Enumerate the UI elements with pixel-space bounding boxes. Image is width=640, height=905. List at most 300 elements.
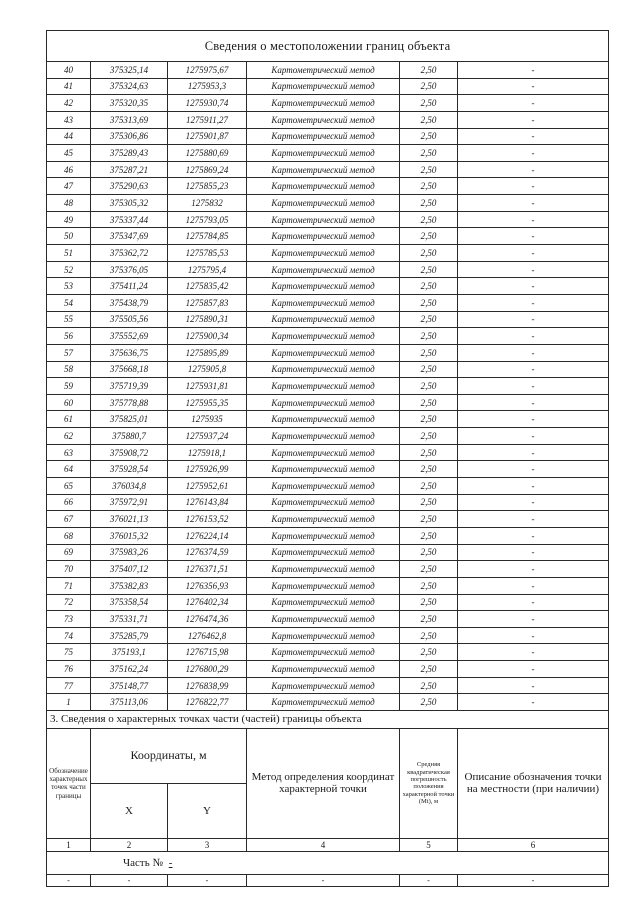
method-cell: Картометрический метод: [247, 428, 400, 445]
point-number: 43: [47, 111, 91, 128]
accuracy-cell: 2,50: [400, 677, 458, 694]
point-row: [47, 561, 609, 578]
point-row: [47, 344, 609, 361]
description-cell: -: [458, 195, 609, 212]
coord-y: 1276838,99: [168, 677, 247, 694]
point-row: [47, 411, 609, 428]
coord-y: 1276374,59: [168, 544, 247, 561]
coord-x: 375505,56: [91, 311, 168, 328]
point-number: 50: [47, 228, 91, 245]
method-cell: Картометрический метод: [247, 478, 400, 495]
coord-y: 1275911,27: [168, 111, 247, 128]
point-row: [47, 278, 609, 295]
description-cell: -: [458, 527, 609, 544]
empty-data-row: [47, 874, 609, 886]
description-cell: -: [458, 145, 609, 162]
method-cell: Картометрический метод: [247, 378, 400, 395]
point-number: 59: [47, 378, 91, 395]
accuracy-cell: 2,50: [400, 344, 458, 361]
point-number: 54: [47, 294, 91, 311]
coord-y: 1275926,99: [168, 461, 247, 478]
description-cell: -: [458, 677, 609, 694]
coord-x: 375285,79: [91, 627, 168, 644]
point-row: [47, 161, 609, 178]
coord-x: 375928,54: [91, 461, 168, 478]
column-number: 6: [458, 838, 609, 851]
description-cell: -: [458, 128, 609, 145]
coord-x: 375337,44: [91, 211, 168, 228]
method-cell: Картометрический метод: [247, 294, 400, 311]
section-title-row: [47, 31, 609, 62]
point-number: 55: [47, 311, 91, 328]
header-description: Описание обозначения точки на местности (при наличии): [458, 728, 609, 838]
accuracy-cell: 2,50: [400, 211, 458, 228]
accuracy-cell: 2,50: [400, 644, 458, 661]
accuracy-cell: 2,50: [400, 128, 458, 145]
method-cell: Картометрический метод: [247, 328, 400, 345]
description-cell: -: [458, 111, 609, 128]
coord-y: 1276462,8: [168, 627, 247, 644]
point-row: [47, 644, 609, 661]
accuracy-cell: 2,50: [400, 161, 458, 178]
method-cell: Картометрический метод: [247, 611, 400, 628]
part-number-cell: [47, 851, 609, 874]
point-number: 77: [47, 677, 91, 694]
coord-x: 375668,18: [91, 361, 168, 378]
description-cell: -: [458, 178, 609, 195]
point-row: [47, 311, 609, 328]
coord-x: 376021,13: [91, 511, 168, 528]
description-cell: -: [458, 328, 609, 345]
coord-y: 1276800,29: [168, 661, 247, 678]
coord-y: 1276356,93: [168, 577, 247, 594]
description-cell: -: [458, 378, 609, 395]
header-y: Y: [168, 783, 247, 838]
point-number: 70: [47, 561, 91, 578]
point-number: 67: [47, 511, 91, 528]
coord-y: 1276153,52: [168, 511, 247, 528]
header-x: X: [91, 783, 168, 838]
accuracy-cell: 2,50: [400, 594, 458, 611]
point-row: [47, 361, 609, 378]
method-cell: Картометрический метод: [247, 195, 400, 212]
coord-y: 1275880,69: [168, 145, 247, 162]
method-cell: Картометрический метод: [247, 661, 400, 678]
coord-x: 375908,72: [91, 444, 168, 461]
method-cell: Картометрический метод: [247, 494, 400, 511]
coord-x: 375324,63: [91, 78, 168, 95]
point-row: [47, 627, 609, 644]
method-cell: Картометрический метод: [247, 644, 400, 661]
point-number: 1: [47, 694, 91, 711]
point-number: 49: [47, 211, 91, 228]
coord-y: 1275857,83: [168, 294, 247, 311]
point-number: 47: [47, 178, 91, 195]
method-cell: Картометрический метод: [247, 344, 400, 361]
coord-x: 375287,21: [91, 161, 168, 178]
point-number: 51: [47, 245, 91, 262]
point-number: 57: [47, 344, 91, 361]
point-row: [47, 478, 609, 495]
point-number: 73: [47, 611, 91, 628]
accuracy-cell: 2,50: [400, 527, 458, 544]
method-cell: Картометрический метод: [247, 228, 400, 245]
section3-title-row: [47, 711, 609, 729]
accuracy-cell: 2,50: [400, 195, 458, 212]
method-cell: Картометрический метод: [247, 245, 400, 262]
point-row: [47, 544, 609, 561]
point-number: 66: [47, 494, 91, 511]
accuracy-cell: 2,50: [400, 328, 458, 345]
description-cell: -: [458, 311, 609, 328]
method-cell: Картометрический метод: [247, 444, 400, 461]
point-row: [47, 128, 609, 145]
method-cell: Картометрический метод: [247, 145, 400, 162]
point-row: [47, 111, 609, 128]
header-method: Метод определения координат характерной точки: [247, 728, 400, 838]
point-row: [47, 611, 609, 628]
accuracy-cell: 2,50: [400, 444, 458, 461]
accuracy-cell: 2,50: [400, 411, 458, 428]
description-cell: -: [458, 661, 609, 678]
accuracy-cell: 2,50: [400, 228, 458, 245]
description-cell: -: [458, 294, 609, 311]
point-row: [47, 245, 609, 262]
description-cell: -: [458, 544, 609, 561]
point-row: [47, 95, 609, 112]
point-number: 63: [47, 444, 91, 461]
coord-y: 1276715,98: [168, 644, 247, 661]
method-cell: Картометрический метод: [247, 178, 400, 195]
coord-y: 1276371,51: [168, 561, 247, 578]
coord-x: 375290,63: [91, 178, 168, 195]
coord-x: 375983,26: [91, 544, 168, 561]
description-cell: -: [458, 228, 609, 245]
coord-x: 375305,32: [91, 195, 168, 212]
point-number: 44: [47, 128, 91, 145]
description-cell: -: [458, 245, 609, 262]
header-coordinates: Координаты, м: [91, 728, 247, 783]
coord-y: 1275784,85: [168, 228, 247, 245]
coord-y: 1275835,42: [168, 278, 247, 295]
coord-y: 1275900,34: [168, 328, 247, 345]
accuracy-cell: 2,50: [400, 494, 458, 511]
boundary-points-table: [46, 30, 609, 711]
point-number: 48: [47, 195, 91, 212]
accuracy-cell: 2,50: [400, 111, 458, 128]
description-cell: -: [458, 78, 609, 95]
coord-x: 375719,39: [91, 378, 168, 395]
column-number: 5: [400, 838, 458, 851]
coord-x: 375382,83: [91, 577, 168, 594]
coord-y: 1275935: [168, 411, 247, 428]
coord-y: 1275975,67: [168, 62, 247, 79]
part-number-label: Часть №: [123, 856, 163, 869]
point-row: [47, 211, 609, 228]
point-number: 62: [47, 428, 91, 445]
description-cell: -: [458, 478, 609, 495]
point-number: 69: [47, 544, 91, 561]
accuracy-cell: 2,50: [400, 145, 458, 162]
coord-x: 375880,7: [91, 428, 168, 445]
method-cell: Картометрический метод: [247, 594, 400, 611]
description-cell: -: [458, 211, 609, 228]
column-number: 4: [247, 838, 400, 851]
coord-x: 375331,71: [91, 611, 168, 628]
coord-x: 375306,86: [91, 128, 168, 145]
coord-x: 375313,69: [91, 111, 168, 128]
section-title: Сведения о местоположении границ объекта: [47, 31, 609, 62]
description-cell: -: [458, 428, 609, 445]
method-cell: Картометрический метод: [247, 361, 400, 378]
method-cell: Картометрический метод: [247, 311, 400, 328]
description-cell: -: [458, 461, 609, 478]
coord-y: 1275855,23: [168, 178, 247, 195]
point-row: [47, 428, 609, 445]
accuracy-cell: 2,50: [400, 478, 458, 495]
point-number: 68: [47, 527, 91, 544]
coord-y: 1275952,61: [168, 478, 247, 495]
accuracy-cell: 2,50: [400, 694, 458, 711]
description-cell: -: [458, 444, 609, 461]
accuracy-cell: 2,50: [400, 627, 458, 644]
coord-y: 1275901,87: [168, 128, 247, 145]
method-cell: Картометрический метод: [247, 161, 400, 178]
empty-cell: -: [47, 874, 91, 886]
method-cell: Картометрический метод: [247, 461, 400, 478]
point-number: 45: [47, 145, 91, 162]
coord-y: 1275890,31: [168, 311, 247, 328]
point-row: [47, 328, 609, 345]
coord-y: 1275930,74: [168, 95, 247, 112]
coord-x: 376034,8: [91, 478, 168, 495]
accuracy-cell: 2,50: [400, 611, 458, 628]
method-cell: Картометрический метод: [247, 78, 400, 95]
description-cell: -: [458, 494, 609, 511]
description-cell: -: [458, 411, 609, 428]
method-cell: Картометрический метод: [247, 128, 400, 145]
description-cell: -: [458, 62, 609, 79]
coord-y: 1275918,1: [168, 444, 247, 461]
accuracy-cell: 2,50: [400, 278, 458, 295]
part-points-table: [46, 711, 609, 887]
column-number: 3: [168, 838, 247, 851]
method-cell: Картометрический метод: [247, 694, 400, 711]
coord-y: 1276474,36: [168, 611, 247, 628]
column-numbers-row: [47, 838, 609, 851]
point-row: [47, 261, 609, 278]
point-row: [47, 594, 609, 611]
coord-y: 1275785,53: [168, 245, 247, 262]
part-number-value: -: [168, 856, 173, 869]
coord-x: 375358,54: [91, 594, 168, 611]
method-cell: Картометрический метод: [247, 677, 400, 694]
coord-x: 375362,72: [91, 245, 168, 262]
point-number: 41: [47, 78, 91, 95]
point-number: 42: [47, 95, 91, 112]
empty-cell: -: [91, 874, 168, 886]
coord-x: 375778,88: [91, 394, 168, 411]
point-row: [47, 444, 609, 461]
empty-cell: -: [247, 874, 400, 886]
description-cell: -: [458, 594, 609, 611]
coord-y: 1275895,89: [168, 344, 247, 361]
point-number: 52: [47, 261, 91, 278]
coord-x: 375552,69: [91, 328, 168, 345]
accuracy-cell: 2,50: [400, 461, 458, 478]
description-cell: -: [458, 561, 609, 578]
coord-x: 375325,14: [91, 62, 168, 79]
accuracy-cell: 2,50: [400, 178, 458, 195]
point-number: 58: [47, 361, 91, 378]
point-number: 65: [47, 478, 91, 495]
point-number: 40: [47, 62, 91, 79]
accuracy-cell: 2,50: [400, 62, 458, 79]
coord-x: 375972,91: [91, 494, 168, 511]
method-cell: Картометрический метод: [247, 411, 400, 428]
accuracy-cell: 2,50: [400, 261, 458, 278]
point-row: [47, 78, 609, 95]
point-row: [47, 511, 609, 528]
empty-cell: -: [400, 874, 458, 886]
coord-x: 375825,01: [91, 411, 168, 428]
point-row: [47, 394, 609, 411]
point-row: [47, 461, 609, 478]
method-cell: Картометрический метод: [247, 62, 400, 79]
method-cell: Картометрический метод: [247, 561, 400, 578]
description-cell: -: [458, 161, 609, 178]
method-cell: Картометрический метод: [247, 111, 400, 128]
description-cell: -: [458, 511, 609, 528]
coord-y: 1275869,24: [168, 161, 247, 178]
point-row: [47, 661, 609, 678]
point-number: 64: [47, 461, 91, 478]
point-row: [47, 228, 609, 245]
point-number: 74: [47, 627, 91, 644]
point-row: [47, 178, 609, 195]
point-number: 60: [47, 394, 91, 411]
method-cell: Картометрический метод: [247, 261, 400, 278]
method-cell: Картометрический метод: [247, 544, 400, 561]
coord-x: 375289,43: [91, 145, 168, 162]
accuracy-cell: 2,50: [400, 294, 458, 311]
point-number: 76: [47, 661, 91, 678]
point-number: 71: [47, 577, 91, 594]
header-point-label: Обозначение характерных точек части границы: [47, 728, 91, 838]
accuracy-cell: 2,50: [400, 78, 458, 95]
accuracy-cell: 2,50: [400, 577, 458, 594]
point-row: [47, 577, 609, 594]
column-number: 1: [47, 838, 91, 851]
method-cell: Картометрический метод: [247, 527, 400, 544]
accuracy-cell: 2,50: [400, 245, 458, 262]
coord-x: 375411,24: [91, 278, 168, 295]
coord-y: 1276822,77: [168, 694, 247, 711]
accuracy-cell: 2,50: [400, 511, 458, 528]
coord-x: 375320,35: [91, 95, 168, 112]
coord-y: 1275905,8: [168, 361, 247, 378]
point-row: [47, 294, 609, 311]
description-cell: -: [458, 278, 609, 295]
coord-y: 1275832: [168, 195, 247, 212]
method-cell: Картометрический метод: [247, 394, 400, 411]
empty-cell: -: [458, 874, 609, 886]
point-row: [47, 677, 609, 694]
point-row: [47, 378, 609, 395]
coord-y: 1275937,24: [168, 428, 247, 445]
point-row: [47, 62, 609, 79]
method-cell: Картометрический метод: [247, 211, 400, 228]
method-cell: Картометрический метод: [247, 627, 400, 644]
point-row: [47, 527, 609, 544]
point-number: 53: [47, 278, 91, 295]
coord-x: 375407,12: [91, 561, 168, 578]
description-cell: -: [458, 361, 609, 378]
method-cell: Картометрический метод: [247, 95, 400, 112]
accuracy-cell: 2,50: [400, 311, 458, 328]
point-number: 72: [47, 594, 91, 611]
point-number: 75: [47, 644, 91, 661]
coord-y: 1275793,05: [168, 211, 247, 228]
accuracy-cell: 2,50: [400, 361, 458, 378]
description-cell: -: [458, 627, 609, 644]
description-cell: -: [458, 611, 609, 628]
coord-x: 375376,05: [91, 261, 168, 278]
point-row: [47, 195, 609, 212]
document-frame: [46, 30, 608, 887]
coord-x: 375438,79: [91, 294, 168, 311]
empty-cell: -: [168, 874, 247, 886]
method-cell: Картометрический метод: [247, 511, 400, 528]
column-number: 2: [91, 838, 168, 851]
point-row: [47, 494, 609, 511]
description-cell: -: [458, 394, 609, 411]
coord-x: 376015,32: [91, 527, 168, 544]
coord-x: 375347,69: [91, 228, 168, 245]
coord-x: 375148,77: [91, 677, 168, 694]
coord-y: 1275795,4: [168, 261, 247, 278]
description-cell: -: [458, 344, 609, 361]
accuracy-cell: 2,50: [400, 661, 458, 678]
accuracy-cell: 2,50: [400, 544, 458, 561]
header-accuracy: Средняя квадратическая погрешность положения характерной точки (Mt), м: [400, 728, 458, 838]
accuracy-cell: 2,50: [400, 394, 458, 411]
point-row: [47, 694, 609, 711]
accuracy-cell: 2,50: [400, 428, 458, 445]
accuracy-cell: 2,50: [400, 95, 458, 112]
coord-x: 375193,1: [91, 644, 168, 661]
part-number-row: [47, 851, 609, 874]
header-row-1: [47, 728, 609, 783]
accuracy-cell: 2,50: [400, 561, 458, 578]
coord-y: 1275931,81: [168, 378, 247, 395]
section3-title: 3. Сведения о характерных точках части (частей) границы объекта: [47, 711, 609, 729]
description-cell: -: [458, 261, 609, 278]
coord-x: 375162,24: [91, 661, 168, 678]
description-cell: -: [458, 577, 609, 594]
point-row: [47, 145, 609, 162]
method-cell: Картометрический метод: [247, 278, 400, 295]
coord-y: 1276143,84: [168, 494, 247, 511]
description-cell: -: [458, 644, 609, 661]
point-number: 56: [47, 328, 91, 345]
point-number: 46: [47, 161, 91, 178]
method-cell: Картометрический метод: [247, 577, 400, 594]
description-cell: -: [458, 95, 609, 112]
description-cell: -: [458, 694, 609, 711]
coord-y: 1275955,35: [168, 394, 247, 411]
point-number: 61: [47, 411, 91, 428]
